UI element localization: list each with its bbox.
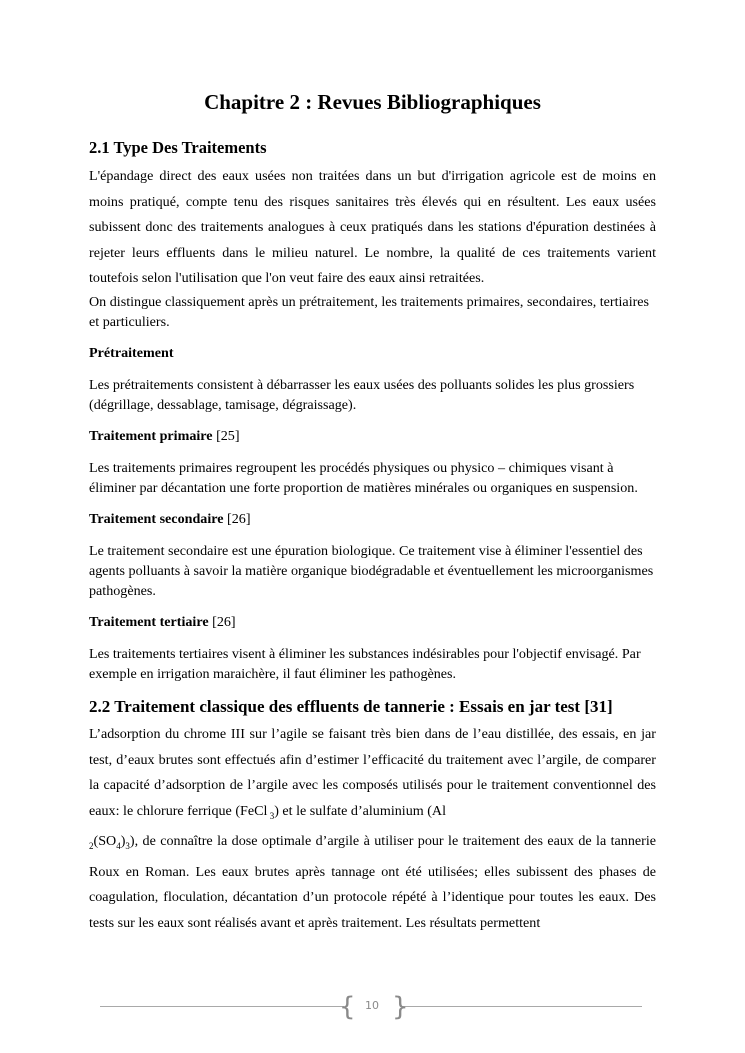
paragraph-distingue: On distingue classiquement après un prétraitement, les traitements primaires, secondaires, tertiaires et particuliers. — [89, 293, 650, 330]
reference-25: [25] — [212, 427, 240, 444]
reference-26-secondaire: [26] — [223, 510, 251, 527]
subheading-secondaire — [89, 509, 656, 529]
reference-26-tertiaire: [26] — [208, 613, 236, 630]
subheading-primaire-title: Traitement primaire — [89, 427, 213, 444]
page-number: 10 — [365, 999, 379, 1012]
subheading-tertiaire-title: Traitement tertiaire — [89, 613, 209, 630]
subheading-secondaire-title: Traitement secondaire — [89, 510, 224, 527]
paragraph-jar-test — [89, 722, 656, 936]
subheading-primaire — [89, 426, 656, 446]
footer-rule-left — [100, 1006, 344, 1007]
subheading-tertiaire — [89, 612, 656, 632]
subheading-pretraitement — [89, 343, 656, 363]
page-content — [89, 88, 656, 936]
paragraph-tertiaire: Les traitements tertiaires visent à éliminer les substances indésirables pour l'objectif envisagé. Par exemple en irrigation maraichère, il faut éliminer les pathogènes. — [89, 645, 641, 682]
chapter-title: Chapitre 2 : Revues Bibliographiques — [204, 90, 541, 114]
subscript-4: 4 — [116, 840, 121, 851]
jar-test-text-d: ) — [120, 833, 126, 850]
paragraph-primaire: Les traitements primaires regroupent les procédés physiques ou physico – chimiques visant à éliminer par décantation une forte proportion de matières minérales ou organiques en suspension. — [89, 459, 638, 496]
footer-right-brace: } — [392, 992, 409, 1022]
paragraph-pretraitement: Les prétraitements consistent à débarrasser les eaux usées des polluants solides les plus grossiers (dégrillage, dessablage, tamisage, dégraissage). — [89, 376, 635, 413]
section-heading-2-2: 2.2 Traitement classique des effluents de tannerie : Essais en jar test [31] — [89, 696, 613, 716]
subheading-pretraitement-title: Prétraitement — [89, 344, 174, 361]
jar-test-text-a: L’adsorption du chrome III sur l’agile se faisant très bien dans de l’eau distillée, des essais, en jar test, d’eaux brutes sont effectués afin d’estimer l’efficacité du traitement avec l’argile, de comparer la capacité d’adsorption de l’argile avec les composés utilisés pour le traitement conventionnel des eaux: le chlorure ferrique (FeCl — [89, 725, 656, 819]
footer-rule-right — [400, 1006, 642, 1007]
section-heading-2-1: 2.1 Type Des Traitements — [89, 138, 267, 157]
footer-left-brace: { — [339, 992, 356, 1022]
subscript-3: 3 — [267, 810, 275, 821]
paragraph-secondaire: Le traitement secondaire est une épuration biologique. Ce traitement vise à éliminer l'essentiel des agents polluants à savoir la matière organique biodégradable et éventuellement les microorganismes pathogènes. — [89, 542, 654, 599]
jar-test-text-b: ) et le sulfate d’aluminium (Al — [274, 802, 447, 819]
subscript-2: 2 — [89, 840, 94, 851]
subscript-3b: 3 — [125, 840, 130, 851]
paragraph-epandage: L'épandage direct des eaux usées non traitées dans un but d'irrigation agricole est de moins en moins pratiqué, compte tenu des risques sanitaires très élevés qui en résultent. Les eaux usées subissent donc des traitements analogues à ceux pratiqués dans les stations d'épuration destinées à rejeter leurs effluents dans le milieu naturel. Le nombre, la qualité de ces traitements varient toutefois selon l'utilisation que l'on veut faire des eaux ainsi retraitées. — [89, 168, 656, 287]
jar-test-text-e: ), de connaître la dose optimale d’argile à utiliser pour le traitement des eaux de la tannerie Roux en Roman. Les eaux brutes après tannage ont été utilisées; elles subissent des phases de coagulation, floculation, décantation d’un protocole répété à l’identique pour toutes les eaux. Des tests sur les eaux sont réalisés avant et après traitement. Les résultats permettent — [89, 833, 656, 931]
jar-test-text-c: (SO — [93, 833, 117, 850]
